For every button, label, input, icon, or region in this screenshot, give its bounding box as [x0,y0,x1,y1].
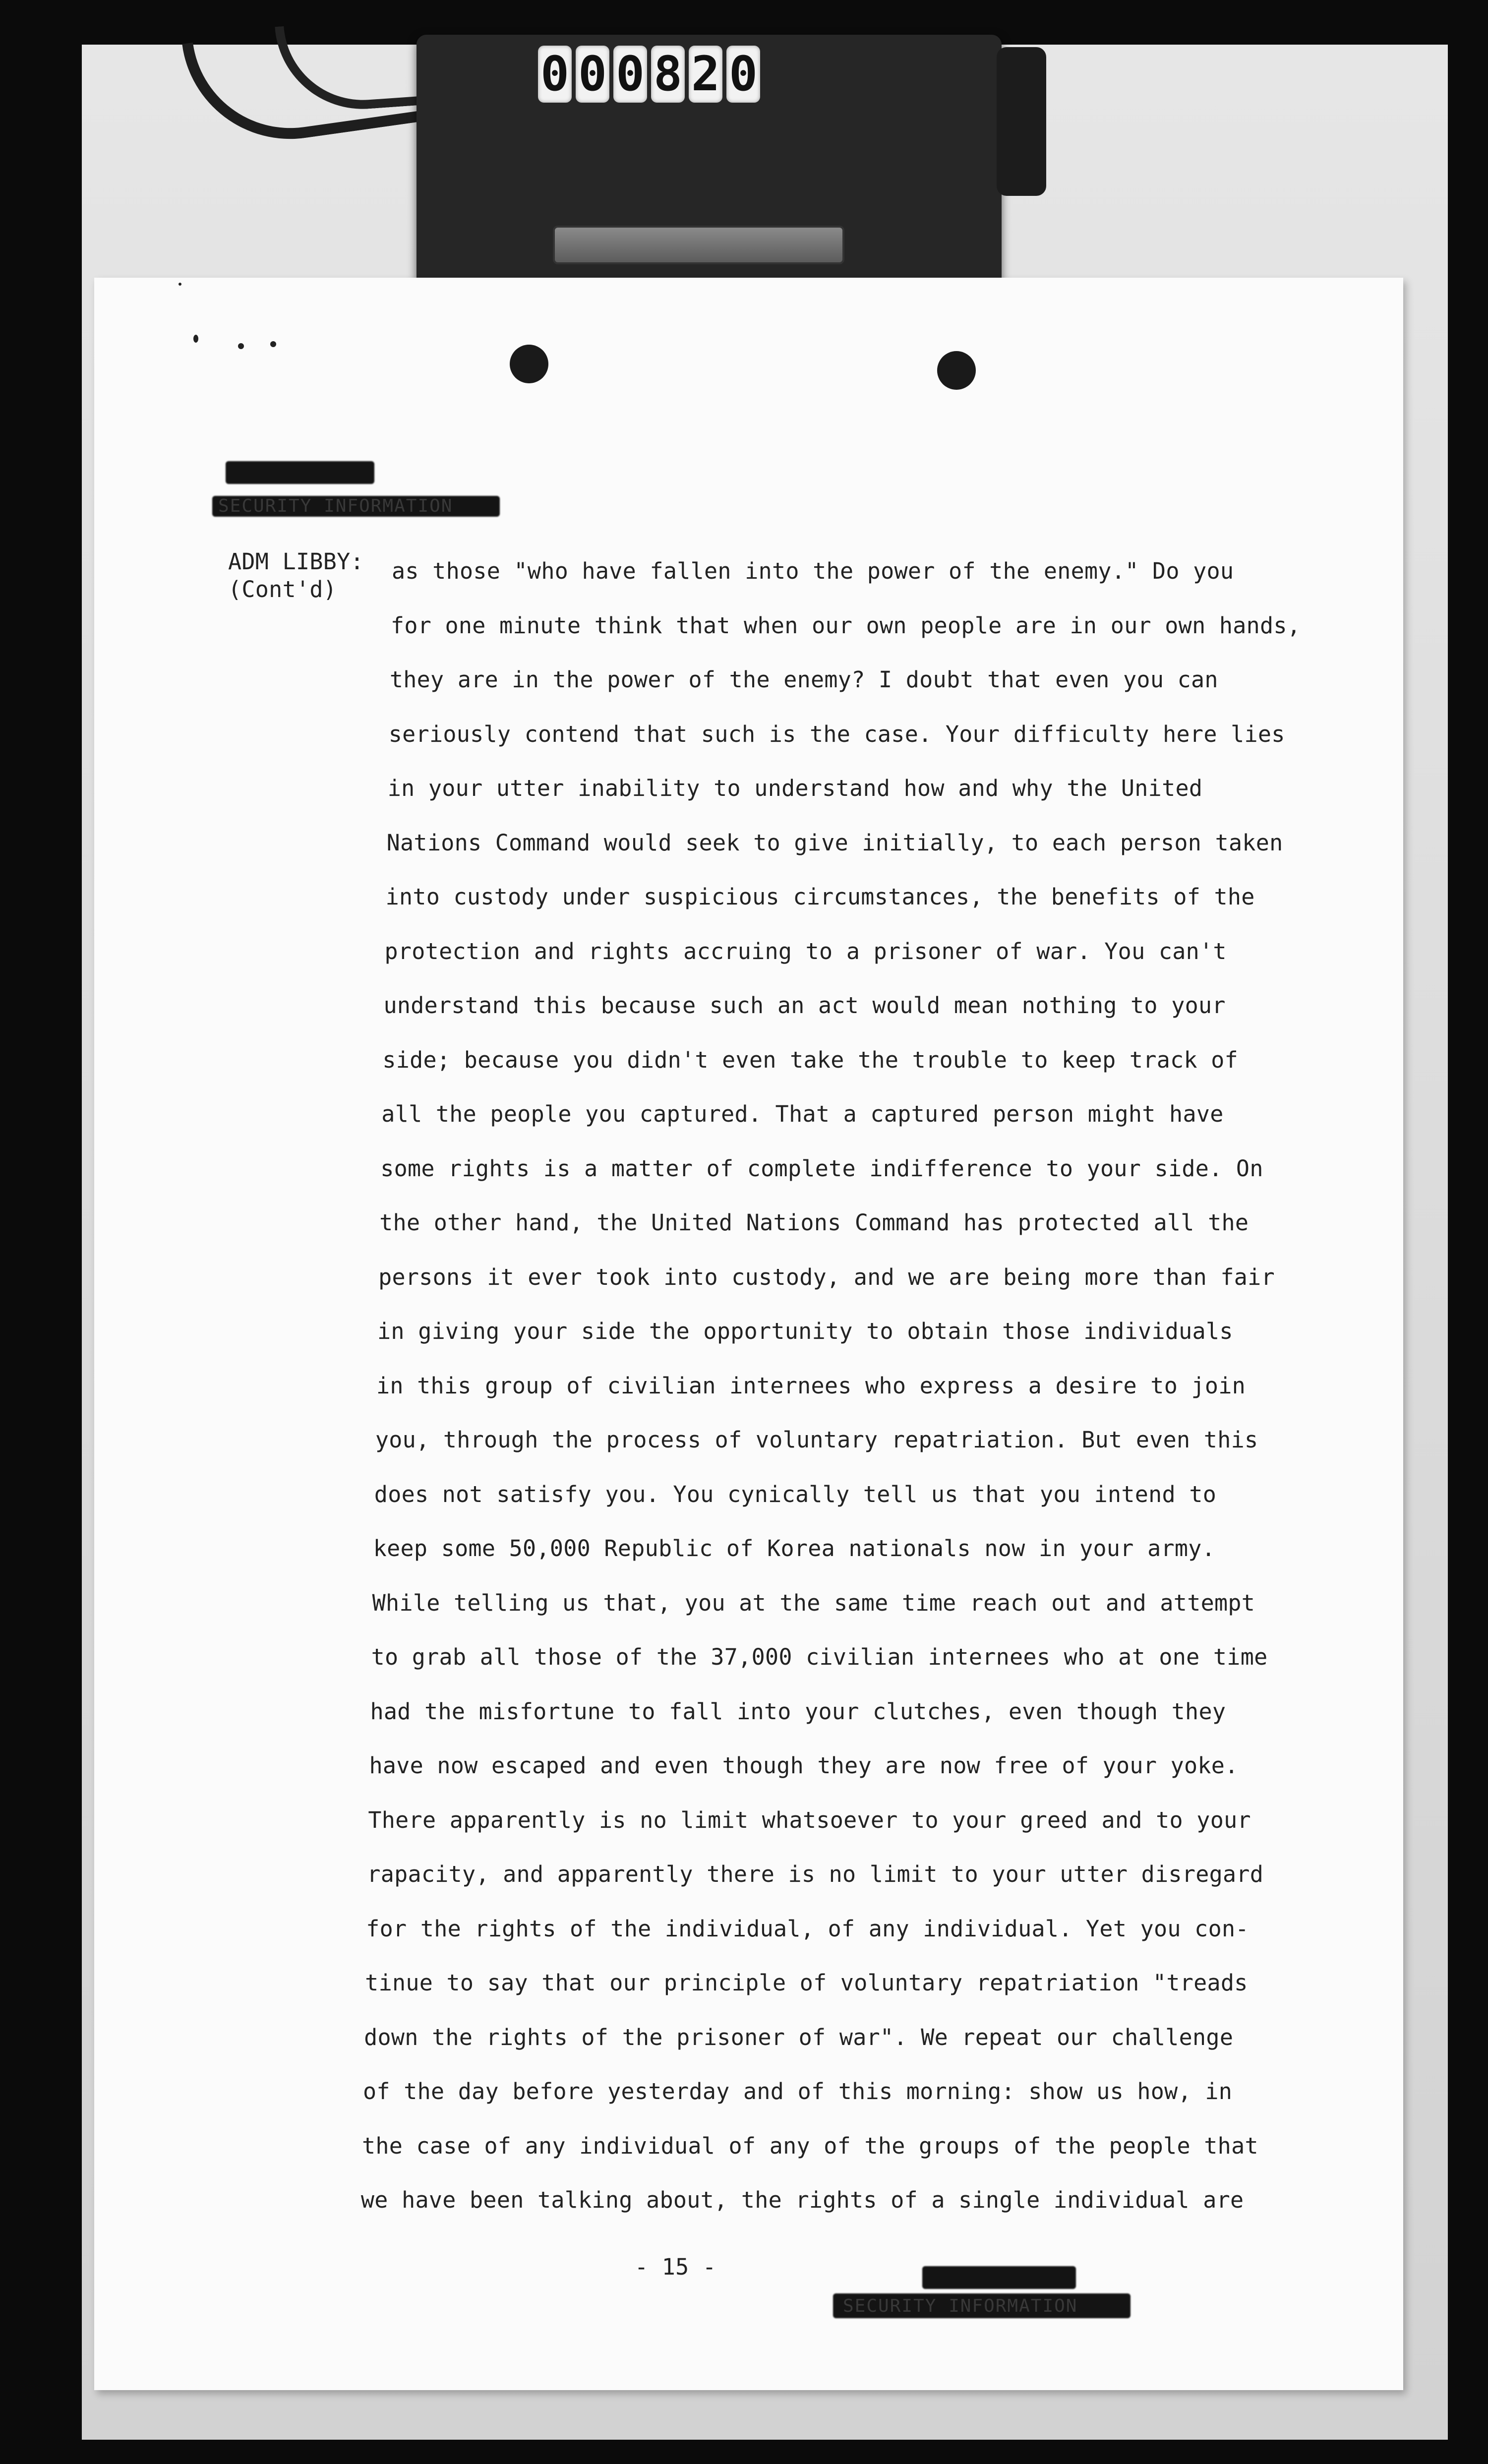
body-line: does not satisfy you. You cynically tell us that you intend to [374,1481,1217,1507]
body-line: in giving your side the opportunity to obtain those individuals [377,1318,1233,1344]
body-line: side; because you didn't even take the trouble to keep track of [382,1046,1239,1073]
counter-digit: 0 [613,46,647,103]
redacted-classification [922,2266,1076,2289]
body-line: have now escaped and even though they are now free of your yoke. [369,1752,1239,1779]
document-page [94,278,1403,2390]
speaker-name: ADM LIBBY: [228,548,364,575]
body-line: keep some 50,000 Republic of Korea nationals now in your army. [373,1535,1216,1562]
body-line: down the rights of the prisoner of war". We repeat our challenge [364,2024,1234,2050]
body-line: understand this because such an act would mean nothing to your [383,992,1226,1019]
body-line: the case of any individual of any of the groups of the people that [361,2132,1258,2159]
body-line: Nations Command would seek to give initially, to each person taken [386,829,1283,856]
counter-digit: 8 [651,46,685,103]
body-line: for the rights of the individual, of any individual. Yet you con- [366,1915,1249,1942]
body-line: for one minute think that when our own people are in our own hands, [390,612,1301,639]
body-line: some rights is a matter of complete indifference to your side. On [380,1155,1263,1182]
body-line: they are in the power of the enemy? I doubt that even you can [389,666,1218,693]
body-text [94,278,1403,2390]
counter-digit: 0 [576,46,609,103]
body-line: all the people you captured. That a captured person might have [381,1101,1224,1127]
body-line: protection and rights accruing to a prisoner of war. You can't [384,938,1227,964]
counter-digit: 0 [538,46,572,103]
classification-mark-top: SECURITY INFORMATION [218,496,453,516]
counter-nameplate [553,226,844,264]
body-line: the other hand, the United Nations Command has protected all the [379,1209,1249,1236]
page-number: - 15 - [635,2254,716,2280]
body-line: in this group of civilian internees who express a desire to join [376,1372,1246,1399]
counter-knob [997,47,1046,196]
classification-mark-bottom: SECURITY INFORMATION [843,2296,1078,2316]
body-line: rapacity, and apparently there is no limit to your utter disregard [367,1861,1264,1887]
body-line: into custody under suspicious circumstances, the benefits of the [385,884,1255,910]
body-line: persons it ever took into custody, and we are being more than fair [378,1263,1275,1290]
body-line: in your utter inability to understand how and why the United [387,775,1203,801]
body-line: tinue to say that our principle of voluntary repatriation "treads [365,1970,1248,1996]
body-line: There apparently is no limit whatsoever to your greed and to your [368,1806,1251,1833]
body-line: While telling us that, you at the same time reach out and attempt [372,1589,1255,1616]
body-line: of the day before yesterday and of this morning: show us how, in [363,2078,1233,2104]
body-line: you, through the process of voluntary repatriation. But even this [375,1427,1258,1453]
body-line: seriously contend that such is the case. Your difficulty here lies [388,721,1285,747]
counter-digit: 0 [726,46,760,103]
body-line: to grab all those of the 37,000 civilian internees who at one time [371,1644,1268,1670]
body-line: had the misfortune to fall into your clutches, even though they [370,1698,1226,1725]
counter-digit: 2 [689,46,722,103]
body-line: as those "who have fallen into the power of the enemy." Do you [392,558,1234,584]
speaker-continued: (Cont'd) [228,576,337,602]
frame-counter [538,46,760,105]
body-line: we have been talking about, the rights of a single individual are [360,2187,1244,2213]
